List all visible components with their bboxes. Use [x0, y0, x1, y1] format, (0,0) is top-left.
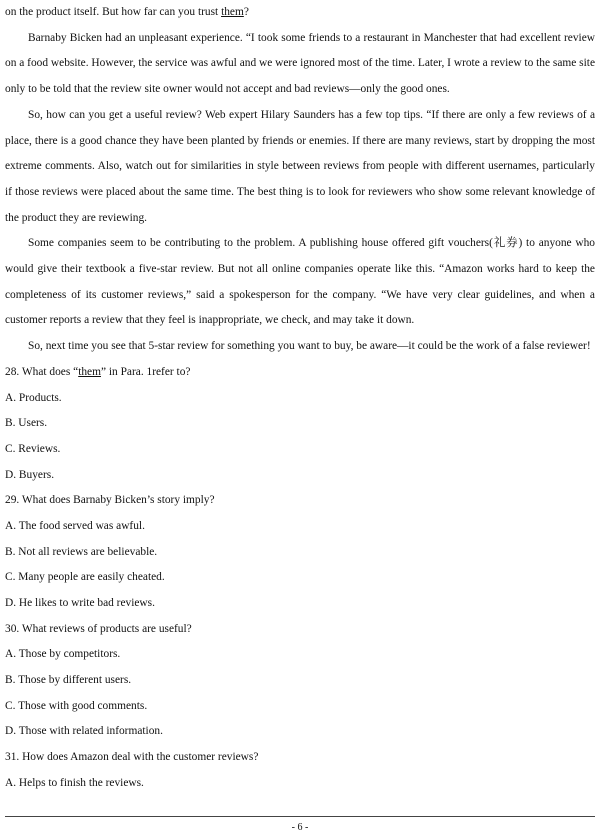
passage-continuation-line — [5, 0, 595, 26]
question-text: ” in Para. 1refer to? — [100, 365, 191, 378]
question-29-option-a: A. The food served was awful. — [5, 519, 145, 532]
passage-paragraph-2: So, how can you get a useful review? Web expert Hilary Saunders has a few top tips. “If there are only a few reviews of a place, there is a good chance they have been planted by friends or enemies. If there are many reviews, start by dropping the most extreme comments. Also, watch out for similarities in style between reviews from people with different usernames, particularly if those reviews were placed about the same time. The best thing is to look for reviewers who show some relevant knowledge of the product they are reviewing. — [5, 108, 595, 224]
passage-paragraph-4: So, next time you see that 5-star review for something you want to buy, be aware—it could be the work of a false reviewer! — [28, 340, 591, 353]
question-31-stem: 31. How does Amazon deal with the customer reviews? — [5, 751, 259, 764]
page-number: - 6 - — [291, 822, 309, 833]
question-28-option-c: C. Reviews. — [5, 442, 61, 455]
underlined-word: them — [78, 365, 101, 378]
question-30-option-d: D. Those with related information. — [5, 725, 163, 738]
question-30-option-c: C. Those with good comments. — [5, 699, 148, 712]
question-28-option-b: B. Users. — [5, 417, 48, 430]
question-28-option-d: D. Buyers. — [5, 468, 55, 481]
question-29-option-b: B. Not all reviews are believable. — [5, 545, 158, 558]
underlined-word: them — [221, 6, 244, 18]
question-text: 28. What does “ — [5, 365, 79, 378]
question-30-stem: 30. What reviews of products are useful? — [5, 622, 192, 635]
question-30-option-a: A. Those by competitors. — [5, 648, 121, 661]
passage-text: ? — [243, 6, 249, 18]
question-29-option-d: D. He likes to write bad reviews. — [5, 597, 155, 610]
passage-paragraph-3: Some companies seem to be contributing to the problem. A publishing house offered gift vouchers(礼券) to anyone who would give their textbook a five-star review. But not all online companies operate like this. “Amazon works hard to keep the completeness of its customer reviews,” said a spokesperson for the company. “We have very clear guidelines, and when a customer reports a review that they feel is inappropriate, we check, and may take it down. — [5, 237, 595, 327]
question-28-stem — [5, 360, 595, 386]
question-28-option-a: A. Products. — [5, 391, 62, 404]
passage-paragraph-1: Barnaby Bicken had an unpleasant experience. “I took some friends to a restaurant in Manchester that had excellent review on a food website. However, the service was awful and we were ignored most of the time. Later, I wrote a review to the same site only to be told that the review site owner would not accept and bad reviews—only the good ones. — [5, 31, 595, 96]
page-content — [5, 0, 595, 797]
question-29-option-c: C. Many people are easily cheated. — [5, 571, 165, 584]
question-29-stem: 29. What does Barnaby Bicken’s story imply? — [5, 494, 215, 507]
question-30-option-b: B. Those by different users. — [5, 674, 132, 687]
passage — [5, 26, 595, 360]
footer-divider — [5, 816, 595, 817]
passage-text: on the product itself. But how far can you trust — [5, 6, 222, 18]
question-31-option-a: A. Helps to finish the reviews. — [5, 776, 144, 789]
